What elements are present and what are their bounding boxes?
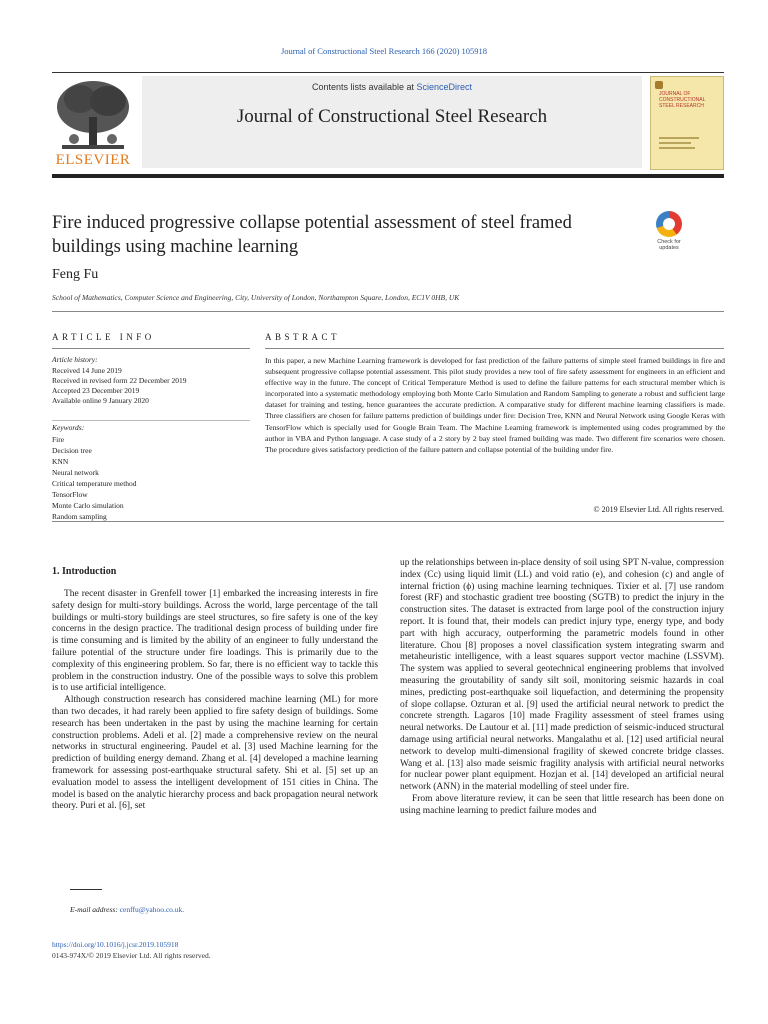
email-label: E-mail address: — [70, 905, 120, 914]
doi-link[interactable]: https://doi.org/10.1016/j.jcsr.2019.105918 — [52, 940, 179, 949]
history-label: Article history: — [52, 355, 98, 364]
body-paragraph: From above literature review, it can be seen that little research has been done on using machine learning to predict failure modes and — [400, 793, 724, 816]
check-updates-icon — [656, 211, 682, 237]
body-paragraph: The recent disaster in Grenfell tower [1] embarked the increasing interests in fire safety design for multi-story buildings. Across the world, large percentage of the tall buildings or multi-story buildings are steel structures, so fire safety is one of the key concerns in the design practice. The traditional design process of building under fire is time consuming and is limited by the ability of an engineer to fully understand the failure potential of the structure under fire loadings. This is primarily due to the complexity of this engineering problem. So far, there is no efficient way to tackle this problem in the construction industry. One of the possible ways to solve this problem is to use artificial intelligence. — [52, 589, 378, 694]
keywords-list — [52, 434, 137, 522]
keyword: Fire — [52, 435, 65, 444]
abstract-copyright: © 2019 Elsevier Ltd. All rights reserved. — [593, 505, 724, 514]
body-paragraph: Although construction research has considered machine learning (ML) for more than two decades, it had rarely been applied to fire safety design of buildings. Some research has been undertaken in the past by using the machine learning for certain construction problems. Adeli et al. [2] made a comprehensive review on the neural networks in structural engineering. Paudel et al. [3] used Machine learning for the prediction of building energy demand. Zhang et al. [4] developed a machine learning framework for assessing post-earthquake structural safety. Shi et al. [5] set up an evaluation model to assess the intelligent development of 151 cities in China. The model is based on the analytic hierarchy process and back propagation neural network theory. Puri et al. [6], set — [52, 695, 378, 812]
keyword: Random sampling — [52, 512, 107, 521]
cover-line — [659, 137, 699, 139]
section-heading-introduction: 1. Introduction — [52, 566, 117, 577]
history-item: Received in revised form 22 December 2019 — [52, 376, 187, 385]
keywords-label: Keywords: — [52, 423, 85, 432]
keyword: Decision tree — [52, 446, 92, 455]
article-title: Fire induced progressive collapse potential assessment of steel framed buildings using machine learning — [52, 213, 572, 257]
publisher-name: ELSEVIER — [55, 152, 131, 168]
body-column-right — [400, 558, 724, 818]
cover-line — [659, 142, 691, 144]
keyword: Monte Carlo simulation — [52, 501, 124, 510]
body-column-left — [52, 589, 378, 813]
abstract-text: In this paper, a new Machine Learning framework is developed for fast prediction of the failure patterns of simple steel framed buildings in fire and subsequent progressive collapse potential assessment. This pilot study provides a new tool of fire safety assessment for engineers in an efficient and effective way in the future. The concept of Critical Temperature Method is used to define the failure patterns for each structural member which is incorporated into a systematic methodology employing both Monte Carlo Simulation and Random Sampling to generate a robust and sufficient large dataset for training and testing, hence guarantees the accurate prediction. A comparative study for different machine learning classifiers is made. Three classifiers are chosen for failure patterns prediction of buildings under fire: Decision Tree, KNN and Neural Network using Google Keras with TensorFlow which is specially used for Google Brain Team. The Machine Learning framework is implemented using codes programmed by the author in VBA and Python language. A case study of a 2 story by 2 bay steel framed building was made. Two different fire scenarios were chosen. The procedure gives satisfactory prediction of the failure pattern and collapse potential of the building under fire. — [265, 356, 725, 454]
cover-title: JOURNAL OF CONSTRUCTIONAL STEEL RESEARCH — [659, 91, 706, 109]
contents-prefix: Contents lists available at — [311, 82, 417, 92]
cover-logo-icon — [655, 81, 663, 89]
history-divider — [52, 420, 250, 421]
keyword: KNN — [52, 457, 69, 466]
top-divider — [52, 72, 724, 73]
abstract-heading: ABSTRACT — [265, 332, 341, 342]
journal-cover-thumbnail[interactable] — [650, 76, 724, 170]
abstract-bottom-divider — [52, 521, 724, 522]
check-updates-label: Check for updates — [657, 239, 681, 251]
article-info-heading: ARTICLE INFO — [52, 332, 155, 342]
journal-title[interactable]: Journal of Constructional Steel Research — [236, 106, 548, 127]
history-item: Accepted 23 December 2019 — [52, 386, 140, 395]
keyword: Critical temperature method — [52, 479, 137, 488]
masthead-divider — [52, 174, 724, 178]
affiliation-divider — [52, 311, 724, 312]
journal-citation[interactable]: Journal of Constructional Steel Research 166 (2020) 105918 — [280, 46, 488, 56]
author-affiliation: School of Mathematics, Computer Science and Engineering, City, University of London, Northampton Square, London, EC1V 0HB, UK — [52, 293, 460, 302]
footnote-divider — [70, 889, 102, 890]
keyword: TensorFlow — [52, 490, 88, 499]
history-item: Received 14 June 2019 — [52, 366, 122, 375]
abstract-divider — [265, 348, 724, 349]
contents-line — [142, 82, 642, 92]
check-for-updates-button[interactable] — [650, 211, 688, 251]
author-email-link[interactable]: cenffu@yahoo.co.uk. — [119, 905, 185, 914]
author-email-footnote — [70, 905, 184, 914]
article-history — [52, 366, 187, 406]
issn-copyright: 0143-974X/© 2019 Elsevier Ltd. All rights reserved. — [52, 951, 211, 960]
cover-line — [659, 147, 695, 149]
keyword: Neural network — [52, 468, 99, 477]
sciencedirect-link[interactable]: ScienceDirect — [416, 82, 473, 92]
body-paragraph: up the relationships between in-place density of soil using SPT N-value, compression index (Cc) using liquid limit (LL) and void ratio (e), and cohesion (c) and angle of internal friction (ϕ) using machine learning techniques. Tixier et al. [7] use random forest (RF) and stochastic gradient tree boosting (SGTB) to predict the injury in the construction sites. The dataset is extracted from large pool of the construction injury report. It is found that, their models can predict injury type, energy type, and body part with high accuracy, outperforming the parametric models found in other literature. Chou [8] proposes a novel classification system integrating swarm and metaheuristic intelligence, with a least squares support vector machine (LSSVM). The system was applied to several geotechnical engineering problems that involved measuring the groutability of sandy silt soil, monitoring seismic hazards in coal mines, predicting post-earthquake soil liquefaction, and determining the propensity of slope collapse. Ozturan et al. [9] used the artificial neural network to predict the concrete strength. Lagaros [10] made Fragility assessment of steel frames using neural networks. De Lautour et al. [11] made prediction of seismic-induced structural damage using artificial neural networks. Mangalathu et al. [12] used artificial neural network to develop multi-dimensional fragility of skewed concrete bridge classes. Wang et al. [13] also made seismic fragility analysis with artificial neural networks for nuclear power plant equipment. Hozjan et al. [14] developed an artificial neural network (ANN) in the material modelling of steel under fire. — [400, 558, 724, 793]
history-item: Available online 9 January 2020 — [52, 396, 149, 405]
article-info-divider — [52, 348, 250, 349]
author-name[interactable]: Feng Fu — [52, 267, 99, 282]
